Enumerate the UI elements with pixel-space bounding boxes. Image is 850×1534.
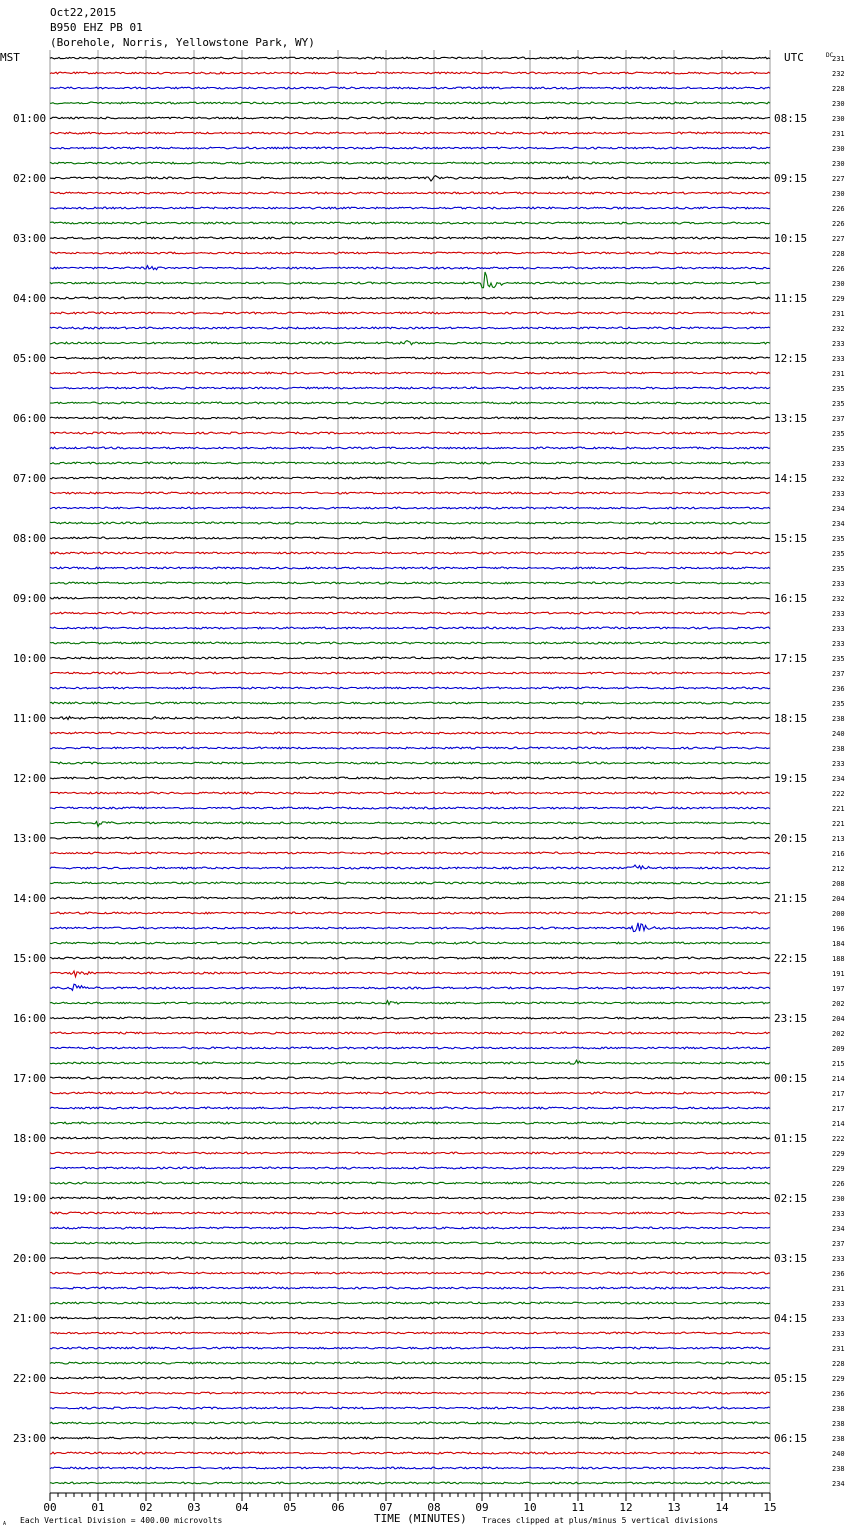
trace-line-72 — [50, 1137, 770, 1139]
trace-line-76 — [50, 1197, 770, 1199]
trace-line-46 — [50, 747, 770, 749]
utc-hour-label: 08:15 — [774, 112, 808, 125]
mst-hour-label: 21:00 — [13, 1312, 47, 1325]
trace-line-31 — [50, 522, 770, 524]
utc-hour-label: 10:15 — [774, 232, 808, 245]
dc-offset-label: 231 — [832, 370, 845, 378]
mst-hour-label: 15:00 — [13, 952, 47, 965]
dc-offset-label: 217 — [832, 1105, 845, 1113]
x-tick-label: 04 — [235, 1501, 249, 1514]
dc-offset-label: 238 — [832, 1465, 845, 1473]
trace-line-30 — [50, 507, 770, 509]
trace-line-23 — [50, 402, 770, 404]
trace-line-37 — [50, 612, 770, 614]
trace-line-67 — [50, 1060, 770, 1064]
trace-line-24 — [50, 417, 770, 419]
dc-offset-label: 233 — [832, 640, 845, 648]
utc-hour-label: 03:15 — [774, 1252, 808, 1265]
trace-line-16 — [50, 297, 770, 299]
dc-offset-label: 200 — [832, 910, 845, 918]
dc-offset-label: 214 — [832, 1075, 845, 1083]
trace-line-41 — [50, 672, 770, 674]
clip-note: Traces clipped at plus/minus 5 vertical divisions — [482, 1516, 719, 1525]
mst-hour-label: 16:00 — [13, 1012, 47, 1025]
trace-line-74 — [50, 1167, 770, 1169]
trace-line-84 — [50, 1317, 770, 1319]
utc-hour-label: 14:15 — [774, 472, 808, 485]
dc-offset-labels — [832, 55, 845, 1488]
trace-line-13 — [50, 252, 770, 254]
dc-offset-label: 230 — [832, 1195, 845, 1203]
x-tick-label: 03 — [187, 1501, 201, 1514]
dc-offset-label: 235 — [832, 565, 845, 573]
trace-line-59 — [50, 942, 770, 945]
trace-line-19 — [50, 341, 770, 345]
trace-line-70 — [50, 1107, 770, 1109]
dc-offset-label: 233 — [832, 490, 845, 498]
trace-line-65 — [50, 1032, 770, 1034]
trace-line-25 — [50, 432, 770, 434]
dc-offset-label: 238 — [832, 1435, 845, 1443]
dc-offset-label: 231 — [832, 1285, 845, 1293]
utc-hour-labels — [774, 112, 807, 1445]
mst-hour-label: 18:00 — [13, 1132, 47, 1145]
trace-line-42 — [50, 687, 770, 689]
dc-offset-label: 228 — [832, 1360, 845, 1368]
trace-line-33 — [50, 552, 770, 554]
dc-offset-label: 217 — [832, 1090, 845, 1098]
time-axis — [43, 1493, 776, 1514]
trace-line-39 — [50, 642, 770, 644]
trace-line-54 — [50, 865, 770, 869]
trace-line-86 — [50, 1347, 770, 1349]
dc-offset-label: 232 — [832, 595, 845, 603]
dc-offset-label: 231 — [832, 310, 845, 318]
x-tick-label: 10 — [523, 1501, 537, 1514]
left-axis-label: MST — [0, 51, 20, 64]
mst-hour-label: 03:00 — [13, 232, 47, 245]
mst-hour-label: 02:00 — [13, 172, 47, 185]
trace-line-20 — [50, 357, 770, 359]
trace-line-66 — [50, 1047, 770, 1049]
dc-offset-label: 202 — [832, 1000, 845, 1008]
mst-hour-label: 06:00 — [13, 412, 47, 425]
dc-offset-label: 202 — [832, 1030, 845, 1038]
dc-offset-label: 232 — [832, 70, 845, 78]
dc-offset-label: 235 — [832, 700, 845, 708]
trace-line-49 — [50, 792, 770, 794]
x-tick-label: 13 — [667, 1501, 681, 1514]
x-tick-label: 09 — [475, 1501, 489, 1514]
dc-offset-label: 233 — [832, 610, 845, 618]
trace-line-79 — [50, 1242, 770, 1244]
mst-hour-label: 04:00 — [13, 292, 47, 305]
trace-line-43 — [50, 702, 770, 704]
dc-offset-label: 236 — [832, 1270, 845, 1278]
trace-line-11 — [50, 222, 770, 224]
utc-hour-label: 09:15 — [774, 172, 808, 185]
dc-offset-label: 222 — [832, 790, 845, 798]
x-tick-label: 06 — [331, 1501, 345, 1514]
x-tick-label: 12 — [619, 1501, 633, 1514]
dc-offset-label: 204 — [832, 1015, 845, 1023]
trace-line-8 — [50, 176, 770, 181]
trace-line-18 — [50, 327, 770, 329]
dc-offset-label: 231 — [832, 1345, 845, 1353]
dc-offset-label: 232 — [832, 325, 845, 333]
dc-offset-label: 230 — [832, 145, 845, 153]
mst-hour-label: 13:00 — [13, 832, 47, 845]
x-axis-title: TIME (MINUTES) — [374, 1512, 467, 1525]
dc-offset-label: 226 — [832, 205, 845, 213]
trace-line-0 — [50, 57, 770, 59]
dc-offset-label: 213 — [832, 835, 845, 843]
utc-hour-label: 12:15 — [774, 352, 808, 365]
mst-hour-label: 01:00 — [13, 112, 47, 125]
dc-offset-label: 237 — [832, 1240, 845, 1248]
dc-offset-label: 236 — [832, 1390, 845, 1398]
mst-hour-label: 20:00 — [13, 1252, 47, 1265]
trace-line-56 — [50, 897, 770, 899]
trace-line-27 — [50, 462, 770, 464]
utc-hour-label: 16:15 — [774, 592, 808, 605]
trace-line-14 — [50, 266, 770, 270]
utc-hour-label: 05:15 — [774, 1372, 808, 1385]
dc-offset-label: 197 — [832, 985, 845, 993]
dc-offset-label: 234 — [832, 1225, 845, 1233]
dc-offset-label: 221 — [832, 805, 845, 813]
dc-offset-label: 231 — [832, 55, 845, 63]
dc-offset-label: 233 — [832, 625, 845, 633]
utc-hour-label: 02:15 — [774, 1192, 808, 1205]
dc-offset-label: 226 — [832, 1180, 845, 1188]
dc-offset-label: 232 — [832, 475, 845, 483]
utc-hour-label: 04:15 — [774, 1312, 808, 1325]
dc-offset-label: 227 — [832, 235, 845, 243]
utc-hour-label: 21:15 — [774, 892, 808, 905]
dc-offset-label: 233 — [832, 1255, 845, 1263]
mst-hour-label: 14:00 — [13, 892, 47, 905]
dc-offset-label: 233 — [832, 460, 845, 468]
trace-line-22 — [50, 387, 770, 389]
dc-offset-label: 237 — [832, 670, 845, 678]
utc-hour-label: 06:15 — [774, 1432, 808, 1445]
plot-station: B950 EHZ PB 01 — [50, 21, 143, 34]
dc-offset-label: 235 — [832, 400, 845, 408]
dc-offset-label: 191 — [832, 970, 845, 978]
trace-line-60 — [50, 957, 770, 959]
trace-line-94 — [50, 1467, 770, 1469]
seismic-traces — [50, 57, 770, 1484]
dc-offset-label: 214 — [832, 1120, 845, 1128]
dc-offset-label: 240 — [832, 730, 845, 738]
dc-offset-label: 227 — [832, 175, 845, 183]
mst-hour-label: 12:00 — [13, 772, 47, 785]
x-tick-label: 05 — [283, 1501, 297, 1514]
mst-hour-label: 22:00 — [13, 1372, 47, 1385]
dc-offset-label: 204 — [832, 895, 845, 903]
x-tick-label: 08 — [427, 1501, 441, 1514]
trace-line-62 — [50, 984, 770, 990]
trace-line-68 — [50, 1077, 770, 1079]
trace-line-3 — [50, 102, 770, 104]
grid-lines — [50, 50, 770, 1493]
trace-line-12 — [50, 237, 770, 239]
dc-offset-label: 229 — [832, 1375, 845, 1383]
dc-offset-label: 209 — [832, 1045, 845, 1053]
dc-offset-label: 236 — [832, 685, 845, 693]
trace-line-29 — [50, 492, 770, 494]
trace-line-45 — [50, 732, 770, 734]
trace-line-55 — [50, 882, 770, 884]
dc-offset-label: 234 — [832, 1480, 845, 1488]
trace-line-7 — [50, 162, 770, 164]
dc-offset-label: 230 — [832, 115, 845, 123]
dc-offset-label: 237 — [832, 415, 845, 423]
dc-offset-label: 233 — [832, 1315, 845, 1323]
dc-offset-label: 222 — [832, 1135, 845, 1143]
dc-offset-label: 235 — [832, 445, 845, 453]
trace-line-95 — [50, 1482, 770, 1484]
trace-line-6 — [50, 147, 770, 149]
utc-hour-label: 23:15 — [774, 1012, 808, 1025]
mst-hour-label: 10:00 — [13, 652, 47, 665]
dc-offset-label: 196 — [832, 925, 845, 933]
utc-hour-label: 01:15 — [774, 1132, 808, 1145]
trace-line-69 — [50, 1092, 770, 1094]
dc-offset-label: 238 — [832, 1405, 845, 1413]
utc-hour-label: 19:15 — [774, 772, 808, 785]
dc-offset-label: 230 — [832, 280, 845, 288]
trace-line-71 — [50, 1122, 770, 1124]
dc-offset-label: 235 — [832, 655, 845, 663]
dc-offset-label: 216 — [832, 850, 845, 858]
dc-offset-label: 233 — [832, 1300, 845, 1308]
dc-offset-label: 238 — [832, 715, 845, 723]
dc-offset-label: 229 — [832, 1165, 845, 1173]
x-tick-label: 07 — [379, 1501, 393, 1514]
utc-hour-label: 11:15 — [774, 292, 808, 305]
trace-line-82 — [50, 1287, 770, 1289]
mst-hour-labels — [13, 112, 46, 1445]
x-tick-label: 01 — [91, 1501, 105, 1514]
dc-offset-label: 208 — [832, 880, 845, 888]
dc-offset-label: 235 — [832, 535, 845, 543]
utc-hour-label: 18:15 — [774, 712, 808, 725]
trace-line-81 — [50, 1272, 770, 1274]
trace-line-61 — [50, 971, 770, 977]
dc-offset-label: 215 — [832, 1060, 845, 1068]
trace-line-80 — [50, 1257, 770, 1259]
trace-line-53 — [50, 852, 770, 854]
x-tick-label: 00 — [43, 1501, 57, 1514]
x-tick-label: 11 — [571, 1501, 585, 1514]
dc-offset-label: 238 — [832, 745, 845, 753]
trace-line-51 — [50, 822, 770, 827]
trace-line-77 — [50, 1212, 770, 1214]
mst-hour-label: 07:00 — [13, 472, 47, 485]
trace-line-85 — [50, 1332, 770, 1334]
trace-line-58 — [50, 923, 770, 932]
trace-line-52 — [50, 837, 770, 839]
mst-hour-label: 09:00 — [13, 592, 47, 605]
plot-location: (Borehole, Norris, Yellowstone Park, WY) — [50, 36, 315, 49]
dc-offset-label: 230 — [832, 100, 845, 108]
dc-label: DC — [826, 52, 834, 59]
mst-hour-label: 19:00 — [13, 1192, 47, 1205]
dc-offset-label: 233 — [832, 1210, 845, 1218]
dc-offset-label: 233 — [832, 760, 845, 768]
x-tick-label: 02 — [139, 1501, 153, 1514]
dc-offset-label: 238 — [832, 1420, 845, 1428]
trace-line-93 — [50, 1452, 770, 1454]
utc-hour-label: 17:15 — [774, 652, 808, 665]
trace-line-5 — [50, 132, 770, 134]
dc-offset-label: 188 — [832, 955, 845, 963]
dc-offset-label: 233 — [832, 340, 845, 348]
dc-offset-label: 230 — [832, 160, 845, 168]
dc-offset-label: 229 — [832, 295, 845, 303]
trace-line-4 — [50, 117, 770, 119]
dc-offset-label: 234 — [832, 505, 845, 513]
mst-hour-label: 05:00 — [13, 352, 47, 365]
x-tick-label: 15 — [763, 1501, 777, 1514]
dc-offset-label: 240 — [832, 1450, 845, 1458]
dc-offset-label: 212 — [832, 865, 845, 873]
trace-line-1 — [50, 72, 770, 74]
dc-offset-label: 233 — [832, 355, 845, 363]
dc-offset-label: 228 — [832, 250, 845, 258]
trace-line-50 — [50, 807, 770, 809]
trace-line-64 — [50, 1017, 770, 1019]
utc-hour-label: 15:15 — [774, 532, 808, 545]
dc-offset-label: 234 — [832, 775, 845, 783]
mst-hour-label: 23:00 — [13, 1432, 47, 1445]
trace-line-38 — [50, 627, 770, 629]
trace-line-75 — [50, 1182, 770, 1184]
trace-line-9 — [50, 192, 770, 194]
trace-line-83 — [50, 1302, 770, 1304]
dc-offset-label: 226 — [832, 220, 845, 228]
trace-line-32 — [50, 537, 770, 539]
x-tick-label: 14 — [715, 1501, 729, 1514]
right-axis-label: UTC — [784, 51, 804, 64]
trace-line-78 — [50, 1227, 770, 1229]
dc-offset-label: 221 — [832, 820, 845, 828]
utc-hour-label: 13:15 — [774, 412, 808, 425]
trace-line-21 — [50, 372, 770, 374]
trace-line-15 — [50, 272, 770, 288]
trace-line-2 — [50, 87, 770, 89]
dc-offset-label: 235 — [832, 430, 845, 438]
dc-offset-label: 230 — [832, 190, 845, 198]
utc-hour-label: 20:15 — [774, 832, 808, 845]
dc-offset-label: 229 — [832, 1150, 845, 1158]
plot-date: Oct22,2015 — [50, 6, 117, 19]
dc-offset-label: 226 — [832, 265, 845, 273]
trace-line-89 — [50, 1392, 770, 1394]
mst-hour-label: 08:00 — [13, 532, 47, 545]
mst-hour-label: 17:00 — [13, 1072, 47, 1085]
trace-line-91 — [50, 1422, 770, 1424]
trace-line-17 — [50, 312, 770, 314]
trace-line-44 — [50, 716, 770, 719]
dc-offset-label: 231 — [832, 130, 845, 138]
dc-offset-label: 235 — [832, 385, 845, 393]
dc-offset-label: 184 — [832, 940, 845, 948]
utc-hour-label: 00:15 — [774, 1072, 808, 1085]
trace-line-36 — [50, 597, 770, 599]
dc-offset-label: 234 — [832, 520, 845, 528]
trace-line-10 — [50, 207, 770, 209]
trace-line-47 — [50, 762, 770, 764]
utc-hour-label: 22:15 — [774, 952, 808, 965]
scale-note: Each Vertical Division = 400.00 microvolts — [20, 1516, 223, 1525]
trace-line-28 — [50, 477, 770, 479]
trace-line-73 — [50, 1152, 770, 1154]
trace-line-34 — [50, 567, 770, 569]
dc-offset-label: 233 — [832, 1330, 845, 1338]
trace-line-87 — [50, 1362, 770, 1364]
trace-line-40 — [50, 657, 770, 659]
trace-line-90 — [50, 1407, 770, 1409]
dc-offset-label: 228 — [832, 85, 845, 93]
trace-line-26 — [50, 447, 770, 449]
trace-line-92 — [50, 1437, 770, 1439]
trace-line-35 — [50, 582, 770, 584]
footer-mark: A — [3, 1521, 7, 1527]
dc-offset-label: 233 — [832, 580, 845, 588]
trace-line-57 — [50, 912, 770, 914]
trace-line-88 — [50, 1377, 770, 1379]
trace-line-48 — [50, 777, 770, 779]
mst-hour-label: 11:00 — [13, 712, 47, 725]
dc-offset-label: 235 — [832, 550, 845, 558]
trace-line-63 — [50, 1001, 770, 1005]
